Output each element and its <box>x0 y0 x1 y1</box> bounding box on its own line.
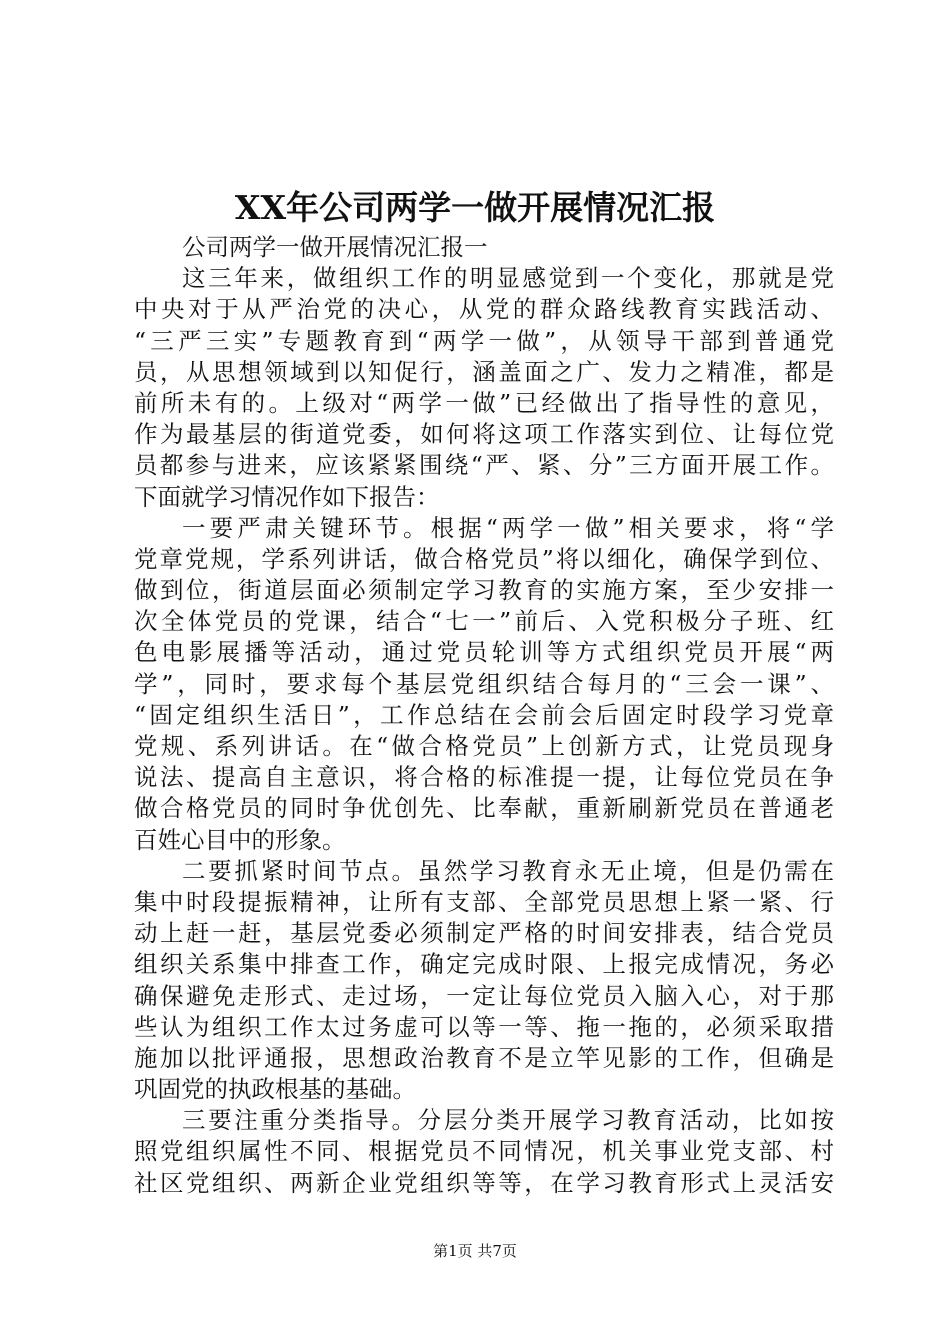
text-line: 这三年来，做组织工作的明显感觉到一个变化，那就是党 <box>182 264 834 293</box>
page-footer: 第1页 共7页 <box>433 1242 517 1260</box>
text-line: 集中时段提振精神，让所有支部、全部党员思想上紧一紧、行 <box>134 887 834 916</box>
text-line: 色电影展播等活动，通过党员轮训等方式组织党员开展“两 <box>134 638 834 667</box>
text-line: 下面就学习情况作如下报告： <box>134 482 440 511</box>
text-line: 二要抓紧时间节点。虽然学习教育永无止境，但是仍需在 <box>182 856 834 885</box>
text-line: 前所未有的。上级对“两学一做”已经做出了指导性的意见， <box>134 388 834 417</box>
text-line: 百姓心目中的形象。 <box>134 825 346 854</box>
text-line: 确保避免走形式、走过场，一定让每位党员入脑入心，对于那 <box>134 981 834 1010</box>
text-line: 组织关系集中排查工作，确定完成时限、上报完成情况，务必 <box>134 950 834 979</box>
text-line: 施加以批评通报，思想政治教育不是立竿见影的工作，但确是 <box>134 1043 834 1072</box>
text-line: “三严三实”专题教育到“两学一做”，从领导干部到普通党 <box>134 326 834 355</box>
text-line: 说法、提高自主意识，将合格的标准提一提，让每位党员在争 <box>134 763 834 792</box>
document-body <box>134 232 834 1199</box>
text-line: 党章党规，学系列讲话，做合格党员”将以细化，确保学到位、 <box>134 544 834 573</box>
text-line: “固定组织生活日”，工作总结在会前会后固定时段学习党章 <box>134 700 834 729</box>
text-line: 动上赶一赶，基层党委必须制定严格的时间安排表，结合党员 <box>134 919 834 948</box>
text-line: 照党组织属性不同、根据党员不同情况，机关事业党支部、村 <box>134 1137 834 1166</box>
text-line: 学”，同时，要求每个基层党组织结合每月的“三会一课”、 <box>134 669 834 698</box>
text-line: 社区党组织、两新企业党组织等等，在学习教育形式上灵活安 <box>134 1168 834 1197</box>
text-line: 员，从思想领域到以知促行，涵盖面之广、发力之精准，都是 <box>134 357 834 386</box>
text-line: 做合格党员的同时争优创先、比奉献，重新刷新党员在普通老 <box>134 794 834 823</box>
text-line: 党规、系列讲话。在“做合格党员”上创新方式，让党员现身 <box>134 732 834 760</box>
text-line: 三要注重分类指导。分层分类开展学习教育活动，比如按 <box>182 1106 834 1135</box>
text-line: 做到位，街道层面必须制定学习教育的实施方案，至少安排一 <box>134 576 834 605</box>
text-line: 作为最基层的街道党委，如何将这项工作落实到位、让每位党 <box>134 420 834 449</box>
text-line: 一要严肃关键环节。根据“两学一做”相关要求，将“学 <box>182 513 834 542</box>
text-line: 员都参与进来，应该紧紧围绕“严、紧、分”三方面开展工作。 <box>134 451 834 480</box>
document-title: XX年公司两学一做开展情况汇报 <box>234 188 716 227</box>
text-line: 巩固党的执政根基的基础。 <box>134 1075 416 1104</box>
text-line: 次全体党员的党课，结合“七一”前后、入党积极分子班、红 <box>134 607 834 636</box>
text-line: 中央对于从严治党的决心，从党的群众路线教育实践活动、 <box>134 295 834 324</box>
text-line: 公司两学一做开展情况汇报一 <box>182 233 488 261</box>
text-line: 些认为组织工作太过务虚可以等一等、拖一拖的，必须采取措 <box>134 1012 834 1041</box>
